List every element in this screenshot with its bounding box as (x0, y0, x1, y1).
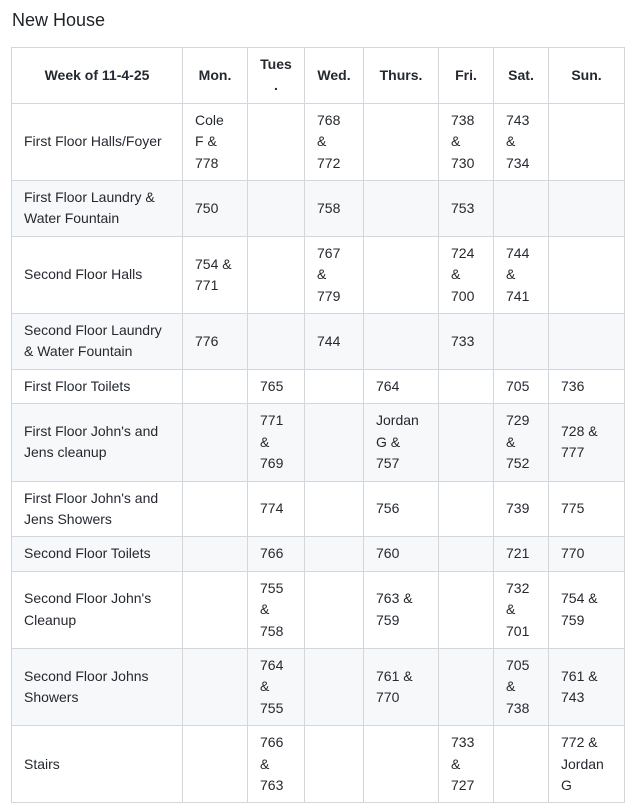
assignment-cell-thurs: 760 (364, 537, 439, 571)
assignment-cell-wed (305, 648, 364, 725)
task-name-cell: First Floor Toilets (12, 369, 183, 403)
assignment-cell-tues: 755 & 758 (248, 571, 305, 648)
task-name-cell: Second Floor Halls (12, 236, 183, 313)
assignment-cell-wed: 758 (305, 181, 364, 237)
assignment-cell-tues (248, 103, 305, 180)
assignment-cell-tues: 766 (248, 537, 305, 571)
assignment-cell-sun (549, 103, 625, 180)
assignment-cell-mon (183, 726, 248, 803)
assignment-cell-fri (439, 404, 494, 481)
assignment-cell-sat: 705 (494, 369, 549, 403)
task-name-cell: Second Floor Johns Showers (12, 648, 183, 725)
header-wed: Wed. (305, 48, 364, 104)
task-name-cell: Second Floor John's Cleanup (12, 571, 183, 648)
assignment-cell-sat (494, 314, 549, 370)
assignment-cell-fri (439, 369, 494, 403)
assignment-cell-mon: 776 (183, 314, 248, 370)
assignment-cell-mon: 754 & 771 (183, 236, 248, 313)
assignment-cell-tues (248, 181, 305, 237)
table-row (12, 369, 625, 403)
chore-schedule-table (11, 47, 625, 803)
assignment-cell-thurs (364, 181, 439, 237)
assignment-cell-wed (305, 537, 364, 571)
table-row (12, 726, 625, 803)
assignment-cell-wed (305, 481, 364, 537)
header-sat: Sat. (494, 48, 549, 104)
assignment-cell-fri (439, 537, 494, 571)
assignment-cell-sat (494, 181, 549, 237)
assignment-cell-sun: 736 (549, 369, 625, 403)
assignment-cell-sun (549, 314, 625, 370)
table-row (12, 236, 625, 313)
header-sun: Sun. (549, 48, 625, 104)
assignment-cell-sat: 743 & 734 (494, 103, 549, 180)
assignment-cell-fri: 738 & 730 (439, 103, 494, 180)
assignment-cell-thurs (364, 236, 439, 313)
assignment-cell-sat (494, 726, 549, 803)
assignment-cell-thurs: 764 (364, 369, 439, 403)
header-thurs: Thurs. (364, 48, 439, 104)
assignment-cell-thurs: Jordan G & 757 (364, 404, 439, 481)
assignment-cell-sat: 721 (494, 537, 549, 571)
assignment-cell-mon: Cole F & 778 (183, 103, 248, 180)
assignment-cell-sat: 732 & 701 (494, 571, 549, 648)
assignment-cell-sat: 729 & 752 (494, 404, 549, 481)
assignment-cell-sun: 754 & 759 (549, 571, 625, 648)
assignment-cell-tues: 774 (248, 481, 305, 537)
table-row (12, 648, 625, 725)
assignment-cell-sun: 770 (549, 537, 625, 571)
assignment-cell-mon (183, 537, 248, 571)
header-week: Week of 11-4-25 (12, 48, 183, 104)
task-name-cell: Second Floor Laundry & Water Fountain (12, 314, 183, 370)
assignment-cell-tues: 765 (248, 369, 305, 403)
assignment-cell-sat: 739 (494, 481, 549, 537)
task-name-cell: First Floor John's and Jens cleanup (12, 404, 183, 481)
task-name-cell: First Floor John's and Jens Showers (12, 481, 183, 537)
assignment-cell-fri (439, 648, 494, 725)
task-name-cell: Second Floor Toilets (12, 537, 183, 571)
assignment-cell-mon (183, 404, 248, 481)
header-mon: Mon. (183, 48, 248, 104)
assignment-cell-mon (183, 648, 248, 725)
assignment-cell-tues: 771 & 769 (248, 404, 305, 481)
assignment-cell-thurs: 756 (364, 481, 439, 537)
assignment-cell-sun (549, 236, 625, 313)
task-name-cell: Stairs (12, 726, 183, 803)
assignment-cell-wed: 768 & 772 (305, 103, 364, 180)
table-row (12, 181, 625, 237)
assignment-cell-mon (183, 369, 248, 403)
assignment-cell-mon: 750 (183, 181, 248, 237)
assignment-cell-wed (305, 369, 364, 403)
assignment-cell-sun: 775 (549, 481, 625, 537)
assignment-cell-tues (248, 314, 305, 370)
assignment-cell-tues: 766 & 763 (248, 726, 305, 803)
assignment-cell-fri: 753 (439, 181, 494, 237)
assignment-cell-mon (183, 571, 248, 648)
assignment-cell-thurs (364, 103, 439, 180)
assignment-cell-wed (305, 404, 364, 481)
header-fri: Fri. (439, 48, 494, 104)
table-row (12, 481, 625, 537)
assignment-cell-tues (248, 236, 305, 313)
table-row (12, 537, 625, 571)
assignment-cell-wed (305, 726, 364, 803)
assignment-cell-mon (183, 481, 248, 537)
table-row (12, 571, 625, 648)
header-tues: Tues. (248, 48, 305, 104)
assignment-cell-sun: 761 & 743 (549, 648, 625, 725)
task-name-cell: First Floor Laundry & Water Fountain (12, 181, 183, 237)
assignment-cell-sun: 728 & 777 (549, 404, 625, 481)
assignment-cell-fri: 733 (439, 314, 494, 370)
table-row (12, 103, 625, 180)
assignment-cell-wed: 767 & 779 (305, 236, 364, 313)
assignment-cell-wed: 744 (305, 314, 364, 370)
assignment-cell-fri (439, 571, 494, 648)
assignment-cell-fri: 724 & 700 (439, 236, 494, 313)
assignment-cell-sun: 772 & Jordan G (549, 726, 625, 803)
assignment-cell-tues: 764 & 755 (248, 648, 305, 725)
assignment-cell-fri: 733 & 727 (439, 726, 494, 803)
assignment-cell-thurs: 761 & 770 (364, 648, 439, 725)
page-title: New House (12, 10, 106, 30)
assignment-cell-thurs (364, 314, 439, 370)
table-row (12, 404, 625, 481)
assignment-cell-sat: 705 & 738 (494, 648, 549, 725)
assignment-cell-thurs: 763 & 759 (364, 571, 439, 648)
assignment-cell-sun (549, 181, 625, 237)
table-row (12, 314, 625, 370)
assignment-cell-fri (439, 481, 494, 537)
assignment-cell-thurs (364, 726, 439, 803)
header-row (12, 48, 625, 104)
assignment-cell-wed (305, 571, 364, 648)
assignment-cell-sat: 744 & 741 (494, 236, 549, 313)
task-name-cell: First Floor Halls/Foyer (12, 103, 183, 180)
